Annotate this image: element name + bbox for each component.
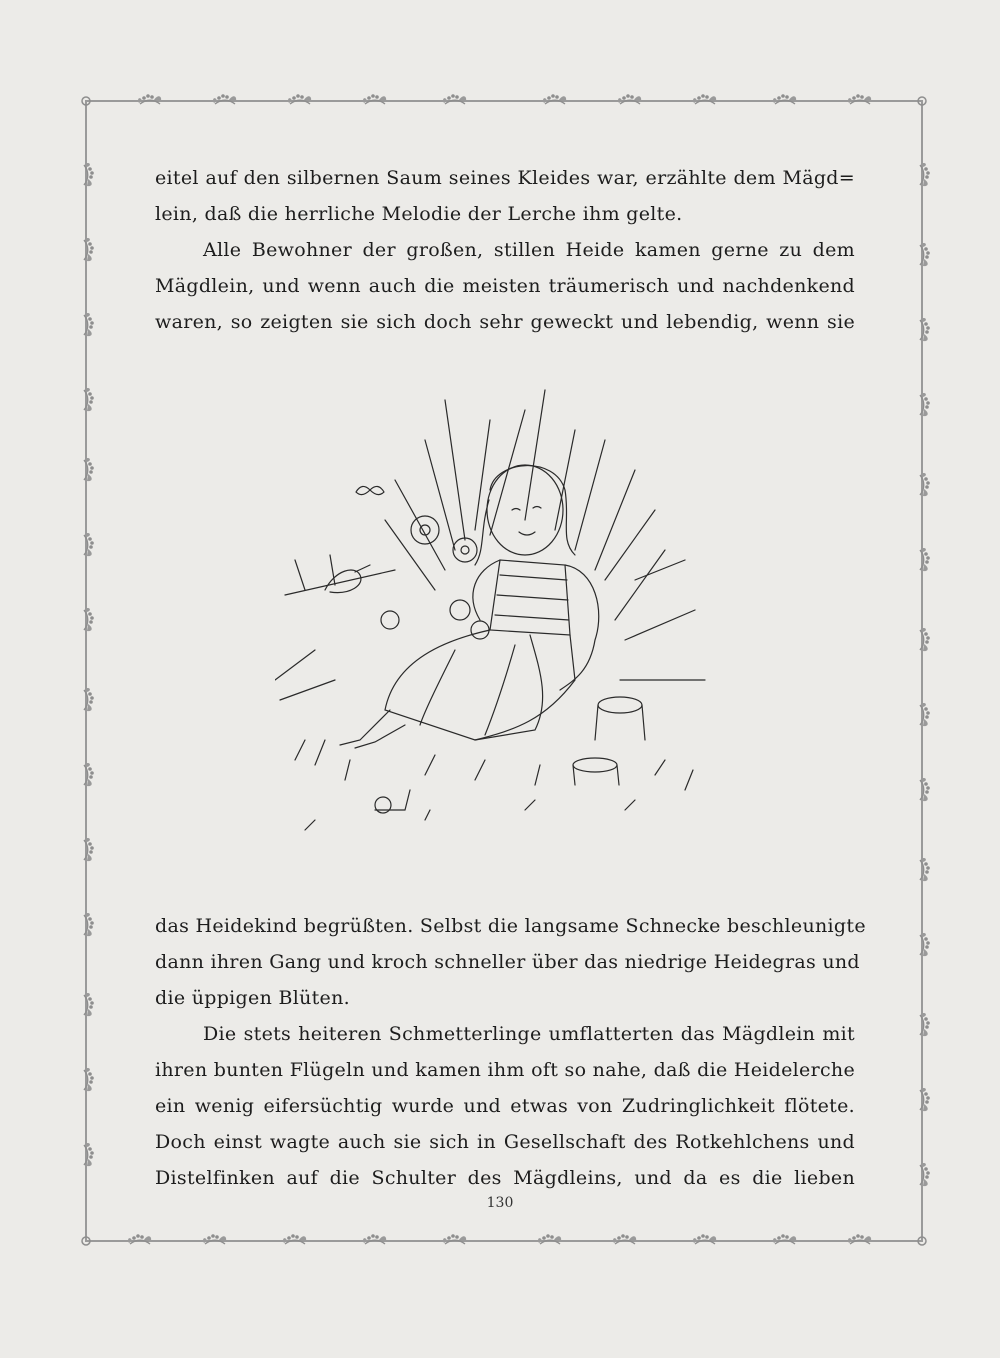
floral-sprig-icon (773, 1234, 796, 1244)
floral-sprig-icon (543, 94, 566, 104)
text-line: die üppigen Blüten. (155, 987, 350, 1009)
page-number: 130 (486, 1195, 514, 1211)
floral-sprig-icon (773, 94, 796, 104)
text-line: waren, so zeigten sie sich doch sehr geweckt und lebendig, wenn sie (155, 311, 855, 333)
text-line: Mägdlein, und wenn auch die meisten träumerisch und nachdenkend (155, 275, 855, 297)
floral-sprig-icon (213, 94, 236, 104)
text-line: Alle Bewohner der großen, stillen Heide kamen gerne zu dem (203, 239, 855, 261)
floral-sprig-icon (618, 94, 641, 104)
text-line: ihren bunten Flügeln und kamen ihm oft so nahe, daß die Heidelerche (155, 1059, 855, 1081)
floral-sprig-icon (288, 94, 311, 104)
girl-in-heath-illustration (275, 380, 725, 850)
text-line: Distelfinken auf die Schulter des Mägdleins, und da es die lieben (155, 1167, 855, 1189)
text-block-top (155, 160, 855, 340)
text-line: lein, daß die herrliche Melodie der Lerche ihm gelte. (155, 203, 683, 225)
floral-sprig-icon (538, 1234, 561, 1244)
floral-sprig-icon (693, 1234, 716, 1244)
text-block-bottom (155, 908, 866, 1196)
text-line: eitel auf den silbernen Saum seines Kleides war, erzählte dem Mägd= (155, 167, 855, 189)
floral-sprig-icon (613, 1234, 636, 1244)
text-line: Die stets heiteren Schmetterlinge umflatterten das Mägdlein mit (203, 1023, 855, 1045)
floral-sprig-icon (283, 1234, 306, 1244)
text-line: dann ihren Gang und kroch schneller über das niedrige Heidegras und (155, 951, 860, 973)
text-line: das Heidekind begrüßten. Selbst die langsame Schnecke beschleunigte (155, 915, 866, 937)
floral-sprig-icon (848, 94, 871, 104)
floral-sprig-icon (363, 1234, 386, 1244)
floral-sprig-icon (848, 1234, 871, 1244)
floral-sprig-icon (138, 94, 161, 104)
floral-sprig-icon (203, 1234, 226, 1244)
floral-sprig-icon (128, 1234, 151, 1244)
text-line: Doch einst wagte auch sie sich in Gesellschaft des Rotkehlchens und (155, 1131, 855, 1153)
floral-sprig-icon (363, 94, 386, 104)
floral-sprig-icon (693, 94, 716, 104)
text-line: ein wenig eifersüchtig wurde und etwas von Zudringlichkeit flötete. (155, 1095, 855, 1117)
floral-sprig-icon (443, 94, 466, 104)
floral-sprig-icon (443, 1234, 466, 1244)
